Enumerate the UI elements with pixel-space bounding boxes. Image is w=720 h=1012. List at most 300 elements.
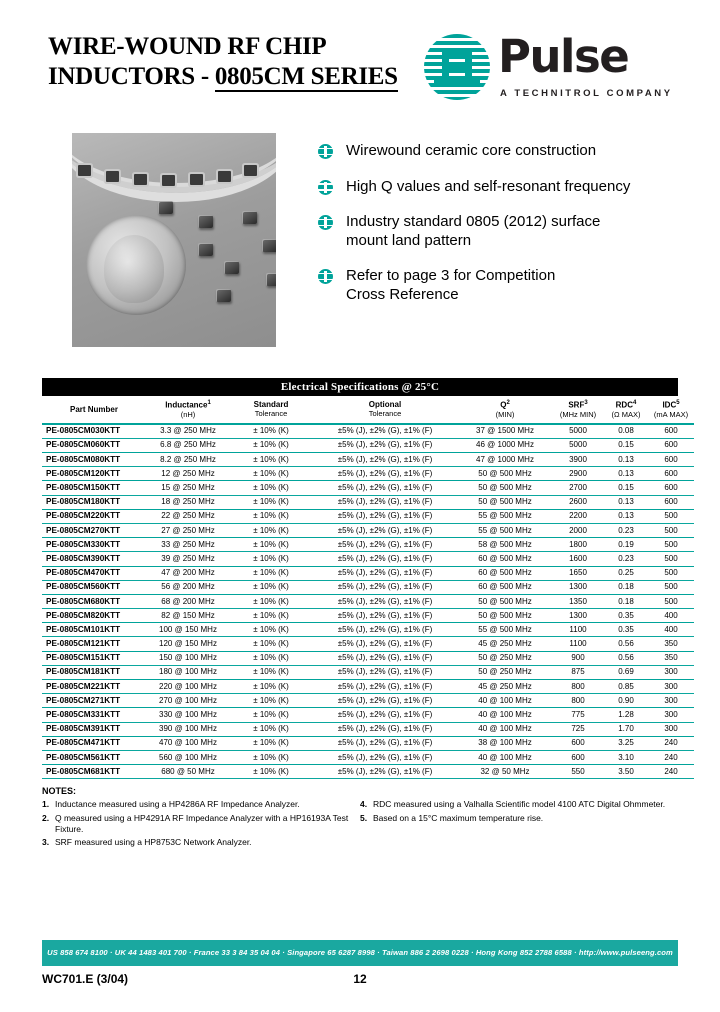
cell-rdc-value: 0.56: [604, 651, 648, 665]
table-row: [42, 552, 694, 566]
cell-inductance: 150 @ 100 MHz: [146, 651, 230, 665]
table-row: [42, 594, 694, 608]
contact-info: US 858 674 8100 · UK 44 1483 401 700 · France 33 3 84 35 04 04 · Singapore 65 6287 8998 · Taiwan 886 2 2698 0228 · Hong Kong 852 2788 6588 · http://www.pulseeng.com: [47, 948, 673, 957]
cell-idc-value: 500: [648, 552, 694, 566]
cell-optional-tolerance: ±5% (J), ±2% (G), ±1% (F): [312, 651, 458, 665]
cell-q-value: 55 @ 500 MHz: [458, 509, 552, 523]
cell-optional-tolerance: ±5% (J), ±2% (G), ±1% (F): [312, 509, 458, 523]
column-header-rdc: [604, 396, 648, 424]
cell-optional-tolerance: ±5% (J), ±2% (G), ±1% (F): [312, 665, 458, 679]
cell-optional-tolerance: ±5% (J), ±2% (G), ±1% (F): [312, 680, 458, 694]
cell-optional-tolerance: ±5% (J), ±2% (G), ±1% (F): [312, 552, 458, 566]
cell-idc-value: 600: [648, 438, 694, 452]
cell-inductance: 33 @ 250 MHz: [146, 538, 230, 552]
cell-part-number: PE-0805CM221KTT: [42, 680, 146, 694]
cell-idc-value: 300: [648, 722, 694, 736]
page-footer: [42, 972, 678, 994]
column-header-srf: [552, 396, 604, 424]
cell-standard-tolerance: ± 10% (K): [230, 722, 312, 736]
cell-q-value: 40 @ 100 MHz: [458, 722, 552, 736]
cell-srf-value: 600: [552, 736, 604, 750]
bullet-circle-icon: [318, 180, 333, 195]
cell-standard-tolerance: ± 10% (K): [230, 566, 312, 580]
col-label: Inductance: [165, 400, 208, 410]
note-item: [360, 799, 678, 810]
cell-srf-value: 2700: [552, 481, 604, 495]
cell-inductance: 180 @ 100 MHz: [146, 665, 230, 679]
cell-rdc-value: 0.35: [604, 609, 648, 623]
feature-list: [318, 142, 678, 321]
notes-heading: NOTES:: [42, 786, 77, 796]
col-label: IDC: [662, 400, 677, 410]
col-label: SRF: [568, 400, 585, 410]
cell-rdc-value: 0.13: [604, 509, 648, 523]
cell-q-value: 50 @ 500 MHz: [458, 594, 552, 608]
cell-idc-value: 300: [648, 665, 694, 679]
cell-srf-value: 800: [552, 694, 604, 708]
cell-standard-tolerance: ± 10% (K): [230, 736, 312, 750]
electrical-specifications-table: [42, 378, 689, 779]
cell-q-value: 60 @ 500 MHz: [458, 580, 552, 594]
cell-optional-tolerance: ±5% (J), ±2% (G), ±1% (F): [312, 609, 458, 623]
table-row: [42, 637, 694, 651]
cell-inductance: 68 @ 200 MHz: [146, 594, 230, 608]
cell-q-value: 50 @ 500 MHz: [458, 467, 552, 481]
cell-q-value: 55 @ 500 MHz: [458, 523, 552, 537]
cell-optional-tolerance: ±5% (J), ±2% (G), ±1% (F): [312, 722, 458, 736]
cell-srf-value: 1100: [552, 623, 604, 637]
cell-q-value: 50 @ 250 MHz: [458, 651, 552, 665]
cell-srf-value: 5000: [552, 438, 604, 452]
cell-part-number: PE-0805CM121KTT: [42, 637, 146, 651]
col-sublabel: (MIN): [495, 410, 515, 420]
table-header-row: [42, 396, 694, 424]
cell-standard-tolerance: ± 10% (K): [230, 609, 312, 623]
col-footnote-ref: 3: [584, 400, 588, 406]
cell-srf-value: 5000: [552, 424, 604, 439]
cell-inductance: 39 @ 250 MHz: [146, 552, 230, 566]
list-item: [318, 142, 678, 161]
note-number: 4.: [360, 799, 368, 809]
feature-text: Industry standard 0805 (2012) surface mount land pattern: [346, 213, 601, 249]
cell-idc-value: 500: [648, 566, 694, 580]
cell-part-number: PE-0805CM270KTT: [42, 523, 146, 537]
table-title: Electrical Specifications @ 25°C: [42, 378, 678, 396]
cell-idc-value: 300: [648, 694, 694, 708]
cell-inductance: 390 @ 100 MHz: [146, 722, 230, 736]
cell-inductance: 82 @ 150 MHz: [146, 609, 230, 623]
cell-part-number: PE-0805CM060KTT: [42, 438, 146, 452]
cell-standard-tolerance: ± 10% (K): [230, 552, 312, 566]
cell-inductance: 220 @ 100 MHz: [146, 680, 230, 694]
col-sublabel: Tolerance: [254, 409, 288, 419]
col-label: RDC: [615, 400, 633, 410]
note-number: 2.: [42, 812, 50, 823]
col-sublabel: Tolerance: [368, 409, 402, 419]
table-row: [42, 538, 694, 552]
cell-rdc-value: 0.13: [604, 495, 648, 509]
cell-standard-tolerance: ± 10% (K): [230, 424, 312, 439]
cell-inductance: 27 @ 250 MHz: [146, 523, 230, 537]
cell-optional-tolerance: ±5% (J), ±2% (G), ±1% (F): [312, 623, 458, 637]
cell-inductance: 18 @ 250 MHz: [146, 495, 230, 509]
cell-part-number: PE-0805CM151KTT: [42, 651, 146, 665]
cell-rdc-value: 0.23: [604, 523, 648, 537]
cell-part-number: PE-0805CM120KTT: [42, 467, 146, 481]
cell-optional-tolerance: ±5% (J), ±2% (G), ±1% (F): [312, 765, 458, 779]
cell-optional-tolerance: ±5% (J), ±2% (G), ±1% (F): [312, 736, 458, 750]
table-row: [42, 523, 694, 537]
cell-standard-tolerance: ± 10% (K): [230, 680, 312, 694]
bullet-circle-icon: [318, 269, 333, 284]
cell-standard-tolerance: ± 10% (K): [230, 523, 312, 537]
cell-optional-tolerance: ±5% (J), ±2% (G), ±1% (F): [312, 594, 458, 608]
cell-part-number: PE-0805CM220KTT: [42, 509, 146, 523]
cell-rdc-value: 0.18: [604, 594, 648, 608]
cell-q-value: 60 @ 500 MHz: [458, 566, 552, 580]
table-row: [42, 580, 694, 594]
col-footnote-ref: 1: [207, 400, 211, 406]
note-text: Based on a 15°C maximum temperature rise.: [373, 812, 544, 823]
cell-srf-value: 1350: [552, 594, 604, 608]
cell-inductance: 330 @ 100 MHz: [146, 708, 230, 722]
cell-srf-value: 775: [552, 708, 604, 722]
cell-idc-value: 500: [648, 523, 694, 537]
cell-standard-tolerance: ± 10% (K): [230, 694, 312, 708]
cell-srf-value: 1800: [552, 538, 604, 552]
page-header: [48, 32, 678, 110]
notes-column-right: [360, 799, 678, 851]
cell-standard-tolerance: ± 10% (K): [230, 637, 312, 651]
note-text: Inductance measured using a HP4286A RF Impedance Analyzer.: [55, 799, 300, 809]
feature-text: High Q values and self-resonant frequency: [346, 177, 631, 195]
cell-inductance: 680 @ 50 MHz: [146, 765, 230, 779]
pulse-logo-mark-icon: [424, 34, 490, 100]
table-row: [42, 438, 694, 452]
cell-q-value: 40 @ 100 MHz: [458, 694, 552, 708]
column-header-idc: [648, 396, 694, 424]
cell-part-number: PE-0805CM560KTT: [42, 580, 146, 594]
cell-q-value: 46 @ 1000 MHz: [458, 438, 552, 452]
cell-idc-value: 240: [648, 736, 694, 750]
cell-idc-value: 500: [648, 580, 694, 594]
cell-srf-value: 725: [552, 722, 604, 736]
cell-standard-tolerance: ± 10% (K): [230, 467, 312, 481]
list-item: [318, 267, 678, 304]
table-row: [42, 765, 694, 779]
document-code: WC701.E (3/04): [42, 972, 129, 986]
column-header-optional-tolerance: [312, 396, 458, 424]
title-series-name: 0805CM SERIES: [214, 63, 398, 90]
contact-footer-bar: [42, 940, 678, 966]
cell-inductance: 22 @ 250 MHz: [146, 509, 230, 523]
note-item: [42, 813, 360, 835]
cell-inductance: 8.2 @ 250 MHz: [146, 453, 230, 467]
cell-idc-value: 600: [648, 453, 694, 467]
cell-q-value: 58 @ 500 MHz: [458, 538, 552, 552]
cell-srf-value: 800: [552, 680, 604, 694]
cell-standard-tolerance: ± 10% (K): [230, 651, 312, 665]
note-item: [42, 837, 360, 848]
cell-part-number: PE-0805CM080KTT: [42, 453, 146, 467]
col-footnote-ref: 2: [506, 400, 510, 406]
cell-q-value: 40 @ 100 MHz: [458, 750, 552, 764]
cell-part-number: PE-0805CM181KTT: [42, 665, 146, 679]
cell-standard-tolerance: ± 10% (K): [230, 750, 312, 764]
dime-scale-reference: [86, 215, 186, 315]
cell-rdc-value: 1.28: [604, 708, 648, 722]
cell-srf-value: 2200: [552, 509, 604, 523]
bullet-circle-icon: [318, 215, 333, 230]
cell-q-value: 47 @ 1000 MHz: [458, 453, 552, 467]
col-sublabel: (mA MAX): [653, 410, 689, 420]
cell-rdc-value: 0.69: [604, 665, 648, 679]
table-row: [42, 481, 694, 495]
cell-part-number: PE-0805CM150KTT: [42, 481, 146, 495]
cell-q-value: 60 @ 500 MHz: [458, 552, 552, 566]
cell-inductance: 120 @ 150 MHz: [146, 637, 230, 651]
cell-rdc-value: 0.13: [604, 467, 648, 481]
cell-srf-value: 1100: [552, 637, 604, 651]
cell-optional-tolerance: ±5% (J), ±2% (G), ±1% (F): [312, 523, 458, 537]
cell-part-number: PE-0805CM271KTT: [42, 694, 146, 708]
cell-idc-value: 400: [648, 623, 694, 637]
cell-srf-value: 2000: [552, 523, 604, 537]
product-photo: [72, 133, 276, 347]
cell-optional-tolerance: ±5% (J), ±2% (G), ±1% (F): [312, 495, 458, 509]
cell-rdc-value: 0.56: [604, 637, 648, 651]
cell-srf-value: 875: [552, 665, 604, 679]
cell-rdc-value: 0.23: [604, 552, 648, 566]
cell-rdc-value: 3.10: [604, 750, 648, 764]
cell-srf-value: 1650: [552, 566, 604, 580]
cell-idc-value: 350: [648, 651, 694, 665]
cell-rdc-value: 0.90: [604, 694, 648, 708]
cell-optional-tolerance: ±5% (J), ±2% (G), ±1% (F): [312, 637, 458, 651]
table-row: [42, 453, 694, 467]
cell-inductance: 560 @ 100 MHz: [146, 750, 230, 764]
cell-standard-tolerance: ± 10% (K): [230, 665, 312, 679]
cell-srf-value: 2900: [552, 467, 604, 481]
col-footnote-ref: 5: [676, 400, 680, 406]
note-number: 5.: [360, 812, 368, 823]
cell-q-value: 32 @ 50 MHz: [458, 765, 552, 779]
col-label: Standard: [253, 399, 289, 409]
cell-inductance: 6.8 @ 250 MHz: [146, 438, 230, 452]
cell-inductance: 47 @ 200 MHz: [146, 566, 230, 580]
table-row: [42, 509, 694, 523]
table-row: [42, 424, 694, 439]
cell-idc-value: 300: [648, 680, 694, 694]
note-text: Q measured using a HP4291A RF Impedance Analyzer with a HP16193A Test Fixture.: [55, 812, 349, 834]
cell-inductance: 270 @ 100 MHz: [146, 694, 230, 708]
table-row: [42, 651, 694, 665]
cell-inductance: 470 @ 100 MHz: [146, 736, 230, 750]
cell-rdc-value: 0.13: [604, 453, 648, 467]
cell-optional-tolerance: ±5% (J), ±2% (G), ±1% (F): [312, 708, 458, 722]
cell-rdc-value: 0.18: [604, 580, 648, 594]
cell-srf-value: 600: [552, 750, 604, 764]
cell-optional-tolerance: ±5% (J), ±2% (G), ±1% (F): [312, 467, 458, 481]
cell-q-value: 38 @ 100 MHz: [458, 736, 552, 750]
note-text: RDC measured using a Valhalla Scientific model 4100 ATC Digital Ohmmeter.: [373, 799, 666, 809]
cell-q-value: 37 @ 1500 MHz: [458, 424, 552, 439]
notes-section: [42, 786, 678, 851]
table-row: [42, 665, 694, 679]
pulse-logo-tagline: A TECHNITROL COMPANY: [500, 88, 673, 99]
cell-optional-tolerance: ±5% (J), ±2% (G), ±1% (F): [312, 580, 458, 594]
cell-q-value: 40 @ 100 MHz: [458, 708, 552, 722]
table-row: [42, 694, 694, 708]
cell-idc-value: 240: [648, 765, 694, 779]
cell-part-number: PE-0805CM101KTT: [42, 623, 146, 637]
note-number: 3.: [42, 837, 50, 848]
cell-srf-value: 1600: [552, 552, 604, 566]
cell-rdc-value: 0.85: [604, 680, 648, 694]
cell-rdc-value: 0.08: [604, 424, 648, 439]
cell-part-number: PE-0805CM180KTT: [42, 495, 146, 509]
table-row: [42, 736, 694, 750]
cell-inductance: 100 @ 150 MHz: [146, 623, 230, 637]
cell-part-number: PE-0805CM681KTT: [42, 765, 146, 779]
cell-idc-value: 600: [648, 481, 694, 495]
cell-idc-value: 500: [648, 509, 694, 523]
cell-srf-value: 1300: [552, 609, 604, 623]
cell-part-number: PE-0805CM331KTT: [42, 708, 146, 722]
pulse-logo: [424, 32, 678, 106]
cell-part-number: PE-0805CM820KTT: [42, 609, 146, 623]
col-label: Q: [500, 400, 507, 410]
cell-standard-tolerance: ± 10% (K): [230, 765, 312, 779]
cell-idc-value: 500: [648, 594, 694, 608]
feature-text: Wirewound ceramic core construction: [346, 142, 597, 159]
cell-rdc-value: 0.25: [604, 566, 648, 580]
cell-srf-value: 1300: [552, 580, 604, 594]
cell-rdc-value: 0.15: [604, 481, 648, 495]
cell-optional-tolerance: ±5% (J), ±2% (G), ±1% (F): [312, 438, 458, 452]
table-row: [42, 680, 694, 694]
cell-part-number: PE-0805CM470KTT: [42, 566, 146, 580]
col-sublabel: (Ω MAX): [611, 410, 641, 420]
cell-q-value: 50 @ 500 MHz: [458, 495, 552, 509]
page-number: 12: [353, 972, 367, 986]
cell-idc-value: 500: [648, 538, 694, 552]
col-label: Part Number: [69, 404, 118, 414]
cell-idc-value: 600: [648, 424, 694, 439]
cell-inductance: 15 @ 250 MHz: [146, 481, 230, 495]
cell-q-value: 55 @ 500 MHz: [458, 623, 552, 637]
list-item: [318, 213, 678, 250]
table-row: [42, 722, 694, 736]
cell-srf-value: 900: [552, 651, 604, 665]
cell-rdc-value: 3.25: [604, 736, 648, 750]
cell-part-number: PE-0805CM471KTT: [42, 736, 146, 750]
cell-standard-tolerance: ± 10% (K): [230, 453, 312, 467]
cell-part-number: PE-0805CM390KTT: [42, 552, 146, 566]
title-line-1: WIRE-WOUND RF CHIP: [48, 33, 327, 60]
note-item: [42, 799, 360, 810]
table-row: [42, 467, 694, 481]
cell-part-number: PE-0805CM680KTT: [42, 594, 146, 608]
bullet-circle-icon: [318, 144, 333, 159]
cell-inductance: 12 @ 250 MHz: [146, 467, 230, 481]
table-row: [42, 495, 694, 509]
cell-part-number: PE-0805CM561KTT: [42, 750, 146, 764]
cell-standard-tolerance: ± 10% (K): [230, 623, 312, 637]
cell-inductance: 3.3 @ 250 MHz: [146, 424, 230, 439]
cell-idc-value: 240: [648, 750, 694, 764]
table-row: [42, 750, 694, 764]
cell-q-value: 45 @ 250 MHz: [458, 637, 552, 651]
cell-rdc-value: 0.19: [604, 538, 648, 552]
cell-optional-tolerance: ±5% (J), ±2% (G), ±1% (F): [312, 481, 458, 495]
cell-standard-tolerance: ± 10% (K): [230, 481, 312, 495]
note-number: 1.: [42, 799, 50, 809]
cell-optional-tolerance: ±5% (J), ±2% (G), ±1% (F): [312, 424, 458, 439]
title-line-2-prefix: INDUCTORS -: [48, 63, 215, 90]
col-footnote-ref: 4: [633, 400, 637, 406]
cell-standard-tolerance: ± 10% (K): [230, 594, 312, 608]
list-item: [318, 178, 678, 197]
cell-idc-value: 600: [648, 467, 694, 481]
column-header-standard-tolerance: [230, 396, 312, 424]
column-header-part-number: [42, 396, 146, 424]
note-text: SRF measured using a HP8753C Network Analyzer.: [55, 837, 252, 848]
col-sublabel: (MHz MIN): [559, 410, 597, 420]
cell-standard-tolerance: ± 10% (K): [230, 580, 312, 594]
cell-rdc-value: 0.15: [604, 438, 648, 452]
cell-srf-value: 2600: [552, 495, 604, 509]
title-line-2: [48, 62, 428, 92]
cell-standard-tolerance: ± 10% (K): [230, 495, 312, 509]
col-label: Optional: [368, 399, 402, 409]
cell-srf-value: 550: [552, 765, 604, 779]
table-row: [42, 609, 694, 623]
column-header-q: [458, 396, 552, 424]
page-title: [48, 32, 428, 92]
cell-idc-value: 350: [648, 637, 694, 651]
cell-optional-tolerance: ±5% (J), ±2% (G), ±1% (F): [312, 694, 458, 708]
cell-standard-tolerance: ± 10% (K): [230, 538, 312, 552]
cell-q-value: 50 @ 500 MHz: [458, 609, 552, 623]
table-body: [42, 424, 694, 779]
cell-rdc-value: 3.50: [604, 765, 648, 779]
cell-part-number: PE-0805CM330KTT: [42, 538, 146, 552]
cell-idc-value: 400: [648, 609, 694, 623]
cell-optional-tolerance: ±5% (J), ±2% (G), ±1% (F): [312, 566, 458, 580]
cell-optional-tolerance: ±5% (J), ±2% (G), ±1% (F): [312, 538, 458, 552]
table-row: [42, 708, 694, 722]
table-row: [42, 623, 694, 637]
cell-q-value: 50 @ 250 MHz: [458, 665, 552, 679]
column-header-inductance: [146, 396, 230, 424]
table-row: [42, 566, 694, 580]
cell-q-value: 45 @ 250 MHz: [458, 680, 552, 694]
cell-rdc-value: 0.35: [604, 623, 648, 637]
notes-column-left: [42, 799, 360, 851]
cell-part-number: PE-0805CM030KTT: [42, 424, 146, 439]
cell-standard-tolerance: ± 10% (K): [230, 438, 312, 452]
pulse-logo-wordmark: Pulse: [498, 30, 629, 83]
cell-q-value: 50 @ 500 MHz: [458, 481, 552, 495]
feature-text: Refer to page 3 for Competition Cross Reference: [346, 267, 556, 303]
cell-rdc-value: 1.70: [604, 722, 648, 736]
cell-standard-tolerance: ± 10% (K): [230, 509, 312, 523]
cell-optional-tolerance: ±5% (J), ±2% (G), ±1% (F): [312, 453, 458, 467]
cell-part-number: PE-0805CM391KTT: [42, 722, 146, 736]
cell-srf-value: 3900: [552, 453, 604, 467]
note-item: [360, 813, 678, 824]
